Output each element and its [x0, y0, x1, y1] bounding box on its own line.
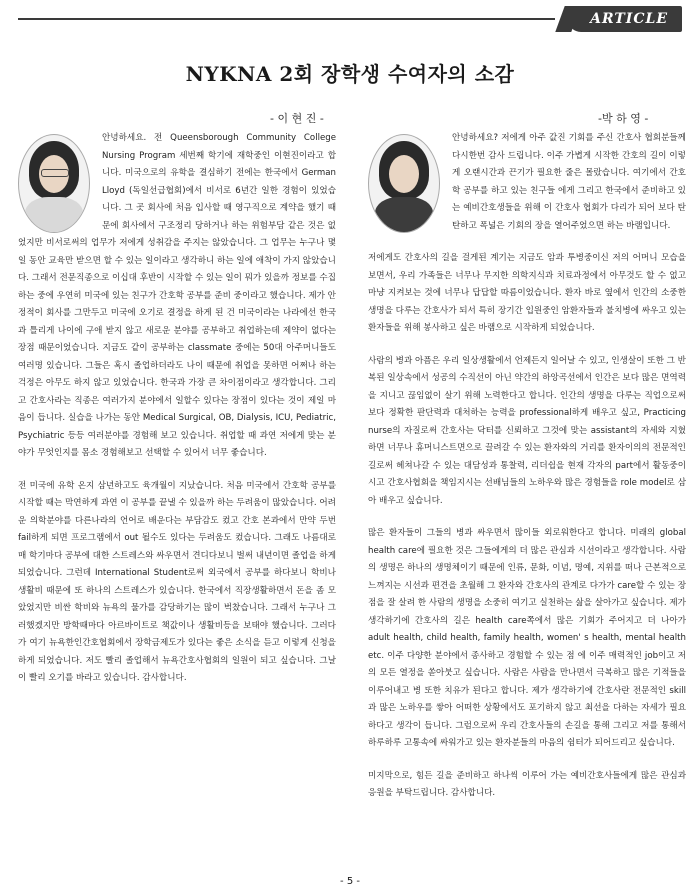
- left-paragraph: 전 미국에 유학 온지 삼년하고도 육개월이 지났습니다. 처음 미국에서 간호학 공부를 시작할 때는 막연하게 과연 이 공부를 끝낼 수 있을까 하는 두려움이 많았습니다. 어려운 의학분야를 다른나라의 언어로 배운다는 부담감도 컸고 간호 본과에서 만약 두번 fail하게 되면 프로그램에서 out 될수도 있다는 두려움도 컸습니다. 그래도 나름대로 매 학기마다 공부에 대한 스트레스와 싸우면서 견디다보니 벌써 내년이면 졸업을 하게 되었습니다. 그런데 International Student로써 외국에서 공부를 하다보니 학비나 생활비 때문에 또 하나의 스트레스가 있습니다. 한국에서 직장생활하면서 돈을 좀 모았었지만 비싼 학비와 뉴욕의 물가를 감당하기는 많이 벅찼습니다. 그래서 누구나 그러했겠지만 방학때마다 아르바이트로 책값이나 생활비등을 보태야 했습니다. 그러다가 여기 뉴욕한인간호협회에서 장학금제도가 있다는 좋은 소식을 듣고 이렇게 신청을 하게 되었습니다. 저도 빨리 졸업해서 뉴욕간호사협회의 일원이 되고 싶습니다. 그날이 빨리 오기를 바라고 있습니다. 감사합니다.: [18, 480, 336, 683]
- left-byline: - 이 현 진 -: [270, 112, 324, 125]
- photo-body-right: [375, 197, 433, 233]
- article-title: NYKNA 2회 장학생 수여자의 소감: [185, 62, 515, 86]
- photo-face-right: [389, 155, 419, 193]
- header-rule: [18, 18, 555, 20]
- author-photo-left: [18, 134, 90, 233]
- left-column: [18, 130, 336, 703]
- right-paragraph: 사람의 병과 아픔은 우리 일상생활에서 언제든지 일어날 수 있고, 인생살이 또한 그 반복된 일상속에서 성공의 수직선이 아닌 약간의 하앙곡선에서 인간은 보다 많은 면역력을 지니고 끊임없이 살기 위해 노력한다고 합니다. 인간의 생명을 다루는 직업으로써 보다 정확한 판단력과 대처하는 능력을 professional하게 배우고 싶고, Practicing nurse의 자질로써 간호사는 닥터를 신뢰하고 그것에 맞는 assistant의 자세와 지혔하면 너무나 휴머니스트면으로 끌려갈 수 있는 환자와의 거리를 환자이의의 전문적인 길로써 헤쳐나갈 수 있는 대담성과 통찰력, 리더쉽을 현재 각자의 part에서 활동중이시고 간호사협회을 책임지시는 선배님들의 노하우와 많은 경험들을 role model로 삼아 배우고 싶습니다.: [368, 355, 686, 506]
- right-paragraph: 많은 환자들이 그들의 병과 싸우면서 많이들 외로워한다고 합니다. 미래의 global health care에 필요한 것은 그들에게의 더 많은 관심과 시선이라고 생각합니다. 사람의 생명은 하나의 생명체이기 때문에 인류, 문화, 이념, 명예, 지위를 떠나 근본적으로 느껴지는 시선과 편견을 초월해 그 환자와 간호사의 관계로 다가가 care할 수 있는 장점을 잘 살려 한 사람의 생명을 소중히 여기고 실천하는 삶을 살아가고 싶습니다. 제가 생각하기에 간호사의 길은 health care쪽에서 많은 기회가 주어지고 더 나아가 adult health, child health, family health, women' s health, mental health etc. 이주 다양한 분야에서 종사하고 경험할 수 있는 점 에 이주 매력적인 job이고 저의 모든 열정을 쏟아붓고 싶습니다. 사람은 사람을 만나면서 극복하고 많은 기적들을 이루어내고 병 또한 치유가 된다고 합니다. 제가 생각하기에 간호사란 전문적인 skill과 많은 노하우를 쌓아 어떠한 상황에서도 포기하지 않고 최선을 다하는 자세가 필요하다고 생각이 듭니다. 그럼으로써 우리 간호사들의 손길을 통해 그리고 저를 통해서 하루하루 고통속에 싸워가고 있는 환자분들의 마음의 쉼터가 되어드리고 싶습니다.: [368, 528, 686, 748]
- left-paragraph: 안녕하세요. 전 Queensborough Community College Nursing Program 세번째 학기에 재학중인 이현진이라고 합니다. 미국으로의 유학을 결심하기 전에는 한국에서 German Lloyd (독일선급협회)에서 비서로 6년간 일한 경험이 있었습니다. 그 곳 회사에 처음 입사할 때 영구직으로 계약을 했기 때문에 회사에서 구조정리 당하거나 하는 위험부담 같은 것은 없었지만 비서로써의 업무가 저에게 성취감을 주지는 않았습니다. 그 업무는 누구나 몇 일 동안 교육만 받으면 할 수 있는 일이라고 생각하니 하는 일에 애착이 가지 않았습니다. 그래서 전문직종으로 이십대 후반이 시작할 수 있는 일이 뭐가 있을까 정보를 수집하는 중에 우연히 미국에 있는 친구가 간호학 공부를 준비 중이라고 했습니다. 제가 안정적이 회사를 그만두고 미국에 오기로 결정을 하게 된 건 미국이라는 나라에선 한국과 틀리게 나이에 구애 받지 않고 새로운 분야를 공부하고 취업하는데 제약이 없다는 장점 때문이었습니다. 지금도 같이 공부하는 classmate 중에는 50대 아주머니들도 여러명 있습니다. 그들은 혹시 졸업하더라도 나이 때문에 취업을 못하면 어쩌나 하는 걱정은 아무도 하지 않고 있었습니다. 한국과 가장 큰 차이점이라고 생각합니다. 그리고 간호사라는 직종은 여러가지 분야에서 일할수 있다는 장점이 있다는 것이 제일 마음이 듭니다. 실습을 나가는 동안 Medical Surgical, OB, Dialysis, ICU, Pediatric, Psychiatric 등등 여러분야를 경험해 보고 있습니다. 취업할 때 과연 저에게 맞는 분야가 무엇인지를 몸소 경험해보고 선택할 수 있어서 너무 좋습니다.: [18, 133, 336, 458]
- page-number: - 5 -: [340, 876, 360, 887]
- right-paragraph: 미지막으로, 힘든 길을 준비하고 하나씩 이루어 가는 예비간호사들에게 많은 관심과 응원을 부탁드립니다. 감사합니다.: [368, 770, 686, 798]
- photo-glasses-left: [41, 169, 69, 177]
- right-column: [368, 130, 686, 818]
- author-photo-right: [368, 134, 440, 233]
- right-paragraph: 안녕하세요? 저에게 아주 값진 기회를 주신 간호사 협회분들께 다시한번 감사 드립니다. 이주 가볍게 시작한 간호의 길이 이렇게 오랜시간과 끈기가 필요한 줄은 몰랐습니다. 여기에서 간호학 공부를 하고 있는 친구들 에게 그리고 한국에서 준비하고 있는 예비간호생들을 위해 이 간호사 협회가 다리가 되어 보다 탄탄하고 폭넓은 기회의 장을 열어주었으면 하는 바램입니다.: [452, 133, 686, 231]
- article-badge: ARTICLE: [568, 6, 682, 32]
- right-byline: -박 하 영 -: [598, 112, 649, 125]
- photo-body-left: [25, 197, 83, 233]
- right-paragraph: 저에게도 간호사의 길을 걸게된 계기는 지금도 암과 투병중이신 저의 어머니 모습을 보면서, 우리 가족들은 너무나 무지한 의학지식과 치료과정에서 아무것도 할 수 없고 마냥 지켜보는 것에 너무나 답답할 따름이었습니다. 환자 바로 옆에서 인간의 소중한 생명을 다루는 간호사가 되서 특히 장기간 입원중인 암환자들과 불치병에 싸우고 있는 환자들을 위해 봉사하고 싶은 바램으로 시작하게 되었습니다.: [368, 253, 686, 333]
